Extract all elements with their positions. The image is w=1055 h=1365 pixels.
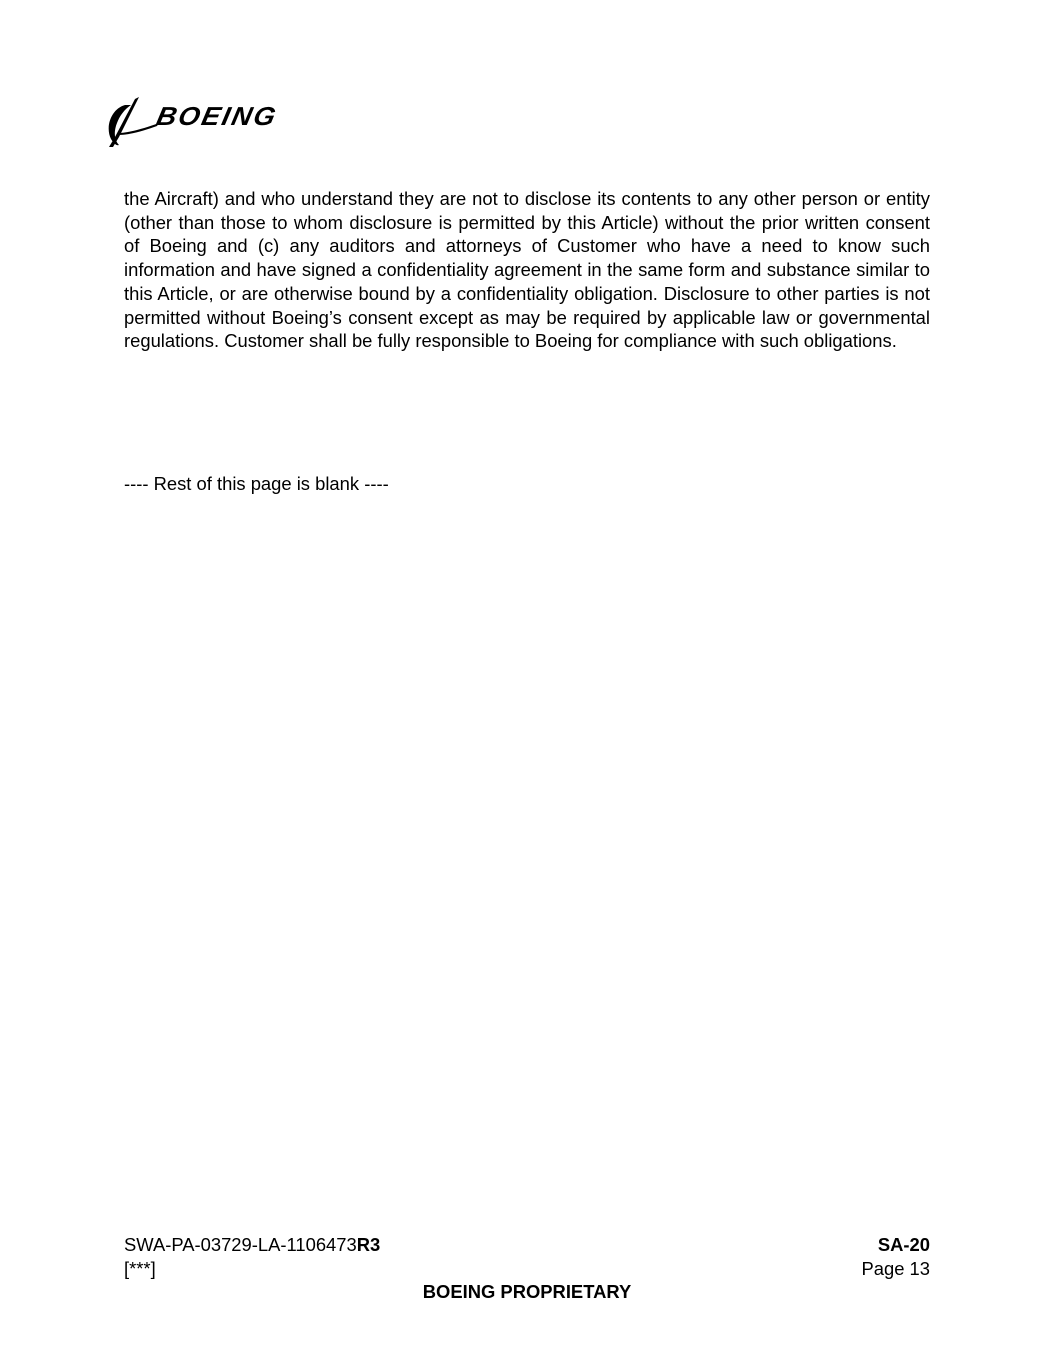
- supplemental-agreement-number: SA-20: [877, 1234, 930, 1255]
- logo-wordmark: BOEING: [153, 101, 281, 131]
- page-footer: [124, 1233, 930, 1304]
- document-revision: R3: [356, 1234, 381, 1255]
- footer-row-1: [124, 1233, 930, 1257]
- proprietary-notice: BOEING PROPRIETARY: [422, 1281, 632, 1302]
- document-id: SWA-PA-03729-LA-1106473: [124, 1234, 357, 1255]
- document-reference: [124, 1233, 380, 1257]
- blank-page-note: ---- Rest of this page is blank ----: [124, 473, 389, 494]
- boeing-logo: [105, 93, 335, 149]
- page-number: Page 13: [861, 1257, 930, 1279]
- footer-row-2: [124, 1257, 930, 1281]
- body-paragraph: the Aircraft) and who understand they are not to disclose its contents to any other person or entity (other than those to whom disclosure is permitted by this Article) without the prior written consent of Boeing and (c) any auditors and attorneys of Customer who have a need to know such information and have signed a confidentiality agreement in the same form and substance similar to this Article, or are otherwise bound by a confidentiality obligation. Disclosure to other parties is not permitted without Boeing’s consent except as may be required by applicable law or governmental regulations. Customer shall be fully responsible to Boeing for compliance with such obligations.: [124, 188, 930, 352]
- redaction-marker: [***]: [124, 1257, 156, 1279]
